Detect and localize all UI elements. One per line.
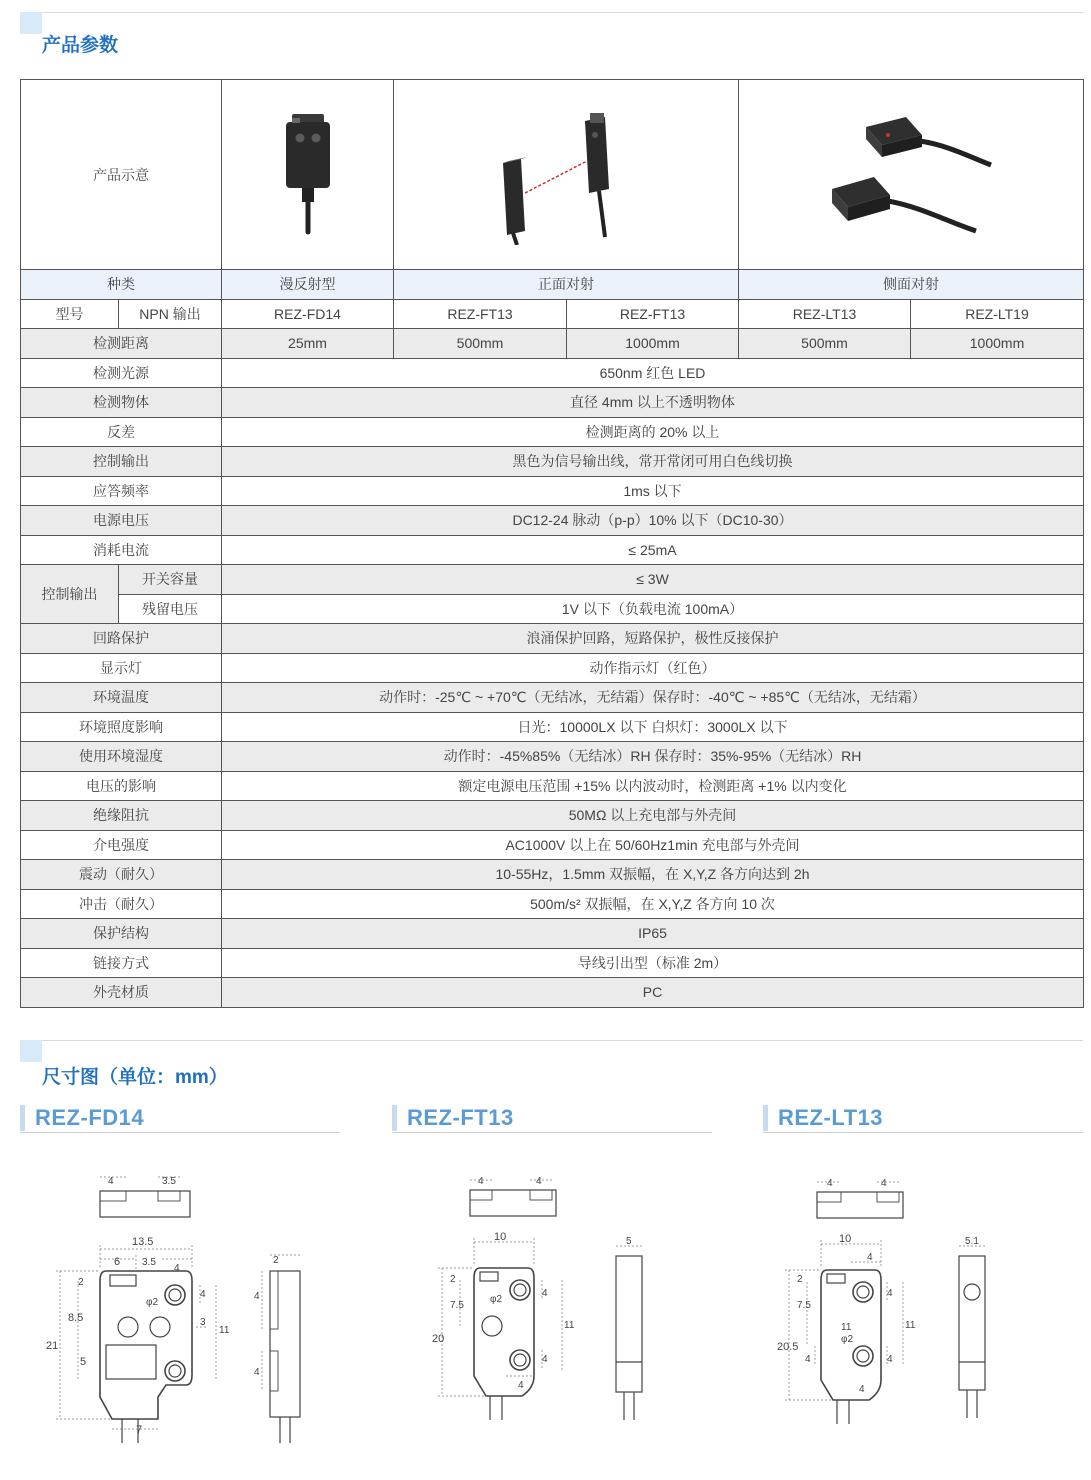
dim-label: 5 bbox=[80, 1356, 87, 1368]
dim-label: 10 bbox=[494, 1231, 507, 1243]
drawing-header-lt13 bbox=[763, 1105, 1083, 1133]
dim-label: 4 bbox=[827, 1178, 833, 1189]
spec-value: 10-55Hz，1.5mm 双振幅，在 X,Y,Z 各方向达到 2h bbox=[222, 860, 1084, 890]
dim-label: 4 bbox=[805, 1354, 811, 1365]
spec-value: 动作时：-45%85%（无结冰）RH 保存时：35%-95%（无结冰）RH bbox=[222, 742, 1084, 772]
dim-label: 4 bbox=[518, 1380, 524, 1391]
section-marker bbox=[20, 12, 42, 34]
dim-label: 2 bbox=[273, 1255, 279, 1266]
section-marker bbox=[20, 1040, 42, 1062]
dim-label: 4 bbox=[536, 1176, 542, 1187]
spec-row bbox=[21, 948, 1084, 978]
spec-value: 浪涌保护回路，短路保护，极性反接保护 bbox=[222, 624, 1084, 654]
spec-label: 震动（耐久） bbox=[21, 860, 222, 890]
spec-row bbox=[21, 535, 1084, 565]
distance-value: 500mm bbox=[394, 329, 567, 359]
dim-label: 4 bbox=[867, 1252, 873, 1263]
distance-value: 500mm bbox=[739, 329, 911, 359]
sensor-diffuse-image bbox=[278, 110, 338, 240]
spec-label: 检测物体 bbox=[21, 388, 222, 418]
dim-label: 4 bbox=[881, 1178, 887, 1189]
dim-label: 7 bbox=[136, 1424, 143, 1436]
spec-label: 应答频率 bbox=[21, 476, 222, 506]
kind-front: 正面对射 bbox=[394, 270, 739, 300]
image-label: 产品示意 bbox=[21, 80, 222, 270]
spec-value: ≤ 25mA bbox=[222, 535, 1084, 565]
dimension-drawing-ft13 bbox=[430, 1170, 670, 1430]
drawing-header-fd14 bbox=[20, 1105, 340, 1133]
dim-label: φ2 bbox=[490, 1294, 503, 1305]
spec-label: 绝缘阻抗 bbox=[21, 801, 222, 831]
spec-row bbox=[21, 653, 1084, 683]
drawing-title: REZ-FT13 bbox=[407, 1105, 514, 1130]
spec-value: 1ms 以下 bbox=[222, 476, 1084, 506]
spec-row bbox=[21, 801, 1084, 831]
dim-label: 7.5 bbox=[450, 1300, 464, 1311]
dim-label: 3.5 bbox=[162, 1176, 176, 1187]
dim-label: 21 bbox=[46, 1340, 59, 1352]
dim-label: 6 bbox=[114, 1256, 121, 1268]
spec-value: 日光：10000LX 以下 白炽灯：3000LX 以下 bbox=[222, 712, 1084, 742]
dim-label: 4 bbox=[542, 1354, 548, 1365]
spec-row bbox=[21, 624, 1084, 654]
spec-row bbox=[21, 388, 1084, 418]
spec-label: 介电强度 bbox=[21, 830, 222, 860]
spec-row bbox=[21, 889, 1084, 919]
dim-label: 20.5 bbox=[777, 1341, 799, 1353]
divider bbox=[763, 1132, 1083, 1133]
spec-label: 反差 bbox=[21, 417, 222, 447]
dim-label: 4 bbox=[254, 1367, 260, 1378]
distance-value: 25mm bbox=[222, 329, 394, 359]
spec-label: 消耗电流 bbox=[21, 535, 222, 565]
spec-value: 额定电源电压范围 +15% 以内波动时，检测距离 +1% 以内变化 bbox=[222, 771, 1084, 801]
dim-label: 7.5 bbox=[797, 1300, 811, 1311]
dim-label: 4 bbox=[174, 1263, 180, 1274]
spec-row bbox=[21, 476, 1084, 506]
dim-label: 11 bbox=[841, 1322, 852, 1333]
section-header-params bbox=[0, 12, 1091, 56]
spec-value: 检测距离的 20% 以上 bbox=[222, 417, 1084, 447]
dim-label: 4 bbox=[542, 1288, 548, 1299]
spec-value: DC12-24 脉动（p-p）10% 以下（DC10-30） bbox=[222, 506, 1084, 536]
spec-table bbox=[20, 79, 1084, 1008]
spec-label: 电压的影响 bbox=[21, 771, 222, 801]
dimension-drawing-lt13 bbox=[775, 1170, 1035, 1430]
spec-value: 500m/s² 双振幅，在 X,Y,Z 各方向 10 次 bbox=[222, 889, 1084, 919]
distance-label: 检测距离 bbox=[21, 329, 222, 359]
dim-label: 2 bbox=[450, 1274, 456, 1285]
drawing-title: REZ-FD14 bbox=[35, 1105, 145, 1130]
divider bbox=[20, 1132, 340, 1133]
spec-row bbox=[21, 417, 1084, 447]
section-header-dimensions bbox=[0, 1040, 1091, 1090]
spec-label: 显示灯 bbox=[21, 653, 222, 683]
spec-label: 回路保护 bbox=[21, 624, 222, 654]
product-image-diffuse bbox=[222, 80, 394, 270]
dim-label: 4 bbox=[254, 1291, 260, 1302]
spec-label: 控制输出 bbox=[21, 447, 222, 477]
spec-label: 电源电压 bbox=[21, 506, 222, 536]
divider bbox=[392, 1132, 712, 1133]
model-value: REZ-LT19 bbox=[911, 299, 1084, 329]
model-sub-label: NPN 输出 bbox=[119, 299, 222, 329]
spec-label: 保护结构 bbox=[21, 919, 222, 949]
spec-label: 使用环境湿度 bbox=[21, 742, 222, 772]
dim-label: 2 bbox=[78, 1277, 84, 1288]
header-bar bbox=[763, 1105, 768, 1131]
kind-label: 种类 bbox=[21, 270, 222, 300]
dim-label: 3 bbox=[200, 1317, 206, 1328]
spec-label: 检测光源 bbox=[21, 358, 222, 388]
spec-value: PC bbox=[222, 978, 1084, 1008]
spec-value: 650nm 红色 LED bbox=[222, 358, 1084, 388]
spec-row bbox=[21, 771, 1084, 801]
image-row bbox=[21, 80, 1084, 270]
sensor-front-pair-image bbox=[491, 105, 641, 245]
dim-label: 4 bbox=[108, 1176, 114, 1187]
spec-row bbox=[21, 860, 1084, 890]
spec-row bbox=[21, 506, 1084, 536]
drawing-header-ft13 bbox=[392, 1105, 712, 1133]
dim-label: 2 bbox=[797, 1274, 803, 1285]
header-bar bbox=[20, 1105, 25, 1131]
divider bbox=[20, 12, 1083, 13]
dim-label: 13.5 bbox=[132, 1236, 154, 1248]
dim-label: 4 bbox=[887, 1354, 893, 1365]
spec-label: 外壳材质 bbox=[21, 978, 222, 1008]
spec-row bbox=[21, 447, 1084, 477]
spec-label: 环境照度影响 bbox=[21, 712, 222, 742]
kind-diffuse: 漫反射型 bbox=[222, 270, 394, 300]
spec-row bbox=[21, 683, 1084, 713]
residual-voltage-row bbox=[21, 594, 1084, 624]
dim-label: 11 bbox=[219, 1325, 230, 1336]
dim-label: φ2 bbox=[146, 1297, 159, 1308]
divider bbox=[20, 1040, 1083, 1041]
header-bar bbox=[392, 1105, 397, 1131]
dim-label: 20 bbox=[432, 1333, 445, 1345]
spec-row bbox=[21, 712, 1084, 742]
distance-value: 1000mm bbox=[567, 329, 739, 359]
spec-row bbox=[21, 978, 1084, 1008]
spec-value: 黑色为信号输出线，常开常闭可用白色线切换 bbox=[222, 447, 1084, 477]
model-value: REZ-FD14 bbox=[222, 299, 394, 329]
kind-row bbox=[21, 270, 1084, 300]
spec-value: 动作指示灯（红色） bbox=[222, 653, 1084, 683]
dim-label: φ2 bbox=[841, 1334, 854, 1345]
dim-label: 10 bbox=[839, 1233, 852, 1245]
spec-value: AC1000V 以上在 50/60Hz1min 充电部与外壳间 bbox=[222, 830, 1084, 860]
spec-label: 冲击（耐久） bbox=[21, 889, 222, 919]
model-value: REZ-FT13 bbox=[567, 299, 739, 329]
distance-row bbox=[21, 329, 1084, 359]
dim-label: 8.5 bbox=[68, 1312, 84, 1324]
dim-label: 5.1 bbox=[965, 1236, 979, 1247]
dimension-drawing-fd14 bbox=[40, 1165, 320, 1450]
spec-value: 导线引出型（标准 2m） bbox=[222, 948, 1084, 978]
dim-label: 4 bbox=[478, 1176, 484, 1187]
switch-capacity-label: 开关容量 bbox=[119, 565, 222, 595]
residual-voltage-value: 1V 以下（负载电流 100mA） bbox=[222, 594, 1084, 624]
dim-label: 11 bbox=[905, 1320, 916, 1331]
control-output-label: 控制输出 bbox=[21, 565, 119, 624]
product-image-side bbox=[739, 80, 1084, 270]
dim-label: 3.5 bbox=[142, 1257, 156, 1268]
dim-label: 11 bbox=[564, 1320, 575, 1331]
spec-value: 直径 4mm 以上不透明物体 bbox=[222, 388, 1084, 418]
spec-value: 动作时：-25℃ ~ +70℃（无结冰，无结霜）保存时：-40℃ ~ +85℃（无结冰，无结霜） bbox=[222, 683, 1084, 713]
product-image-front bbox=[394, 80, 739, 270]
dim-label: 5 bbox=[626, 1236, 632, 1247]
spec-row bbox=[21, 358, 1084, 388]
spec-label: 链接方式 bbox=[21, 948, 222, 978]
switch-capacity-value: ≤ 3W bbox=[222, 565, 1084, 595]
model-value: REZ-FT13 bbox=[394, 299, 567, 329]
section-title: 尺寸图（单位：mm） bbox=[42, 1067, 228, 1088]
spec-value: IP65 bbox=[222, 919, 1084, 949]
model-row bbox=[21, 299, 1084, 329]
spec-row bbox=[21, 919, 1084, 949]
residual-voltage-label: 残留电压 bbox=[119, 594, 222, 624]
control-output-row bbox=[21, 565, 1084, 595]
spec-row bbox=[21, 742, 1084, 772]
model-value: REZ-LT13 bbox=[739, 299, 911, 329]
dim-label: 4 bbox=[200, 1289, 206, 1300]
spec-label: 环境温度 bbox=[21, 683, 222, 713]
kind-side: 侧面对射 bbox=[739, 270, 1084, 300]
drawing-title: REZ-LT13 bbox=[778, 1105, 884, 1130]
model-label: 型号 bbox=[21, 299, 119, 329]
distance-value: 1000mm bbox=[911, 329, 1084, 359]
spec-value: 50MΩ 以上充电部与外壳间 bbox=[222, 801, 1084, 831]
sensor-side-pair-image bbox=[826, 115, 996, 235]
dim-label: 4 bbox=[887, 1288, 893, 1299]
spec-row bbox=[21, 830, 1084, 860]
dim-label: 4 bbox=[859, 1384, 865, 1395]
section-title: 产品参数 bbox=[42, 35, 119, 56]
